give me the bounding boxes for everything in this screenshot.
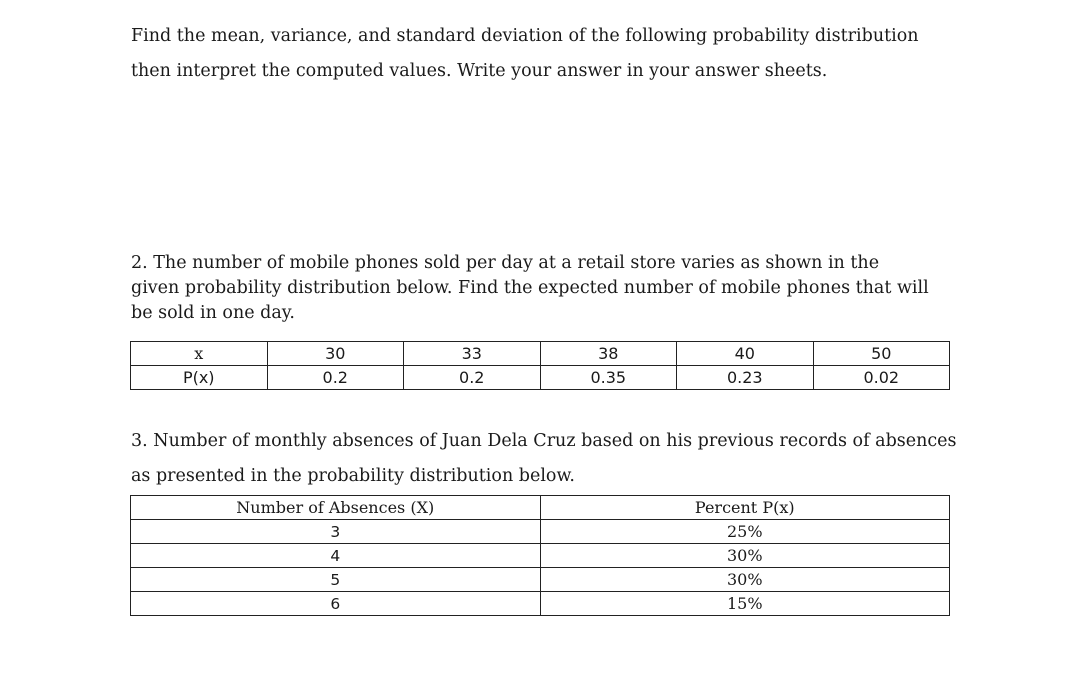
- question-3-text: 3. Number of monthly absences of Juan Dela Cruz based on his previous records of absences as presented in the probability distribution below.: [131, 431, 957, 486]
- question-3-table: [130, 495, 950, 616]
- absences-header: Number of Absences (X): [131, 496, 541, 520]
- table-row: [131, 544, 950, 568]
- percent-cell: 30%: [540, 544, 950, 568]
- x-value-cell: 38: [540, 342, 677, 366]
- x-value-cell: 30: [267, 342, 404, 366]
- question-2-table: [130, 341, 950, 390]
- p-value-cell: 0.35: [540, 366, 677, 390]
- absences-cell: 4: [131, 544, 541, 568]
- table-row: [131, 592, 950, 616]
- x-value-cell: 50: [813, 342, 950, 366]
- p-value-cell: 0.2: [267, 366, 404, 390]
- x-value-cell: 40: [677, 342, 814, 366]
- p-value-cell: 0.23: [677, 366, 814, 390]
- absences-cell: 3: [131, 520, 541, 544]
- table-row: [131, 568, 950, 592]
- percent-cell: 25%: [540, 520, 950, 544]
- probability-row: [131, 366, 950, 390]
- percent-header: Percent P(x): [540, 496, 950, 520]
- percent-cell: 15%: [540, 592, 950, 616]
- absences-cell: 5: [131, 568, 541, 592]
- question-2-text: 2. The number of mobile phones sold per day at a retail store varies as shown in the given probability distribution below. Find the expected number of mobile phones that will be sold in one day.: [131, 253, 929, 323]
- x-value-cell: 33: [404, 342, 541, 366]
- p-value-cell: 0.2: [404, 366, 541, 390]
- absences-cell: 6: [131, 592, 541, 616]
- header-row: [131, 496, 950, 520]
- x-row: [131, 342, 950, 366]
- intro-paragraph: Find the mean, variance, and standard deviation of the following probability distribution then interpret the computed values. Write your answer in your answer sheets.: [131, 26, 919, 81]
- x-label-cell: x: [131, 342, 268, 366]
- table-row: [131, 520, 950, 544]
- p-value-cell: 0.02: [813, 366, 950, 390]
- p-label-cell: P(x): [131, 366, 268, 390]
- percent-cell: 30%: [540, 568, 950, 592]
